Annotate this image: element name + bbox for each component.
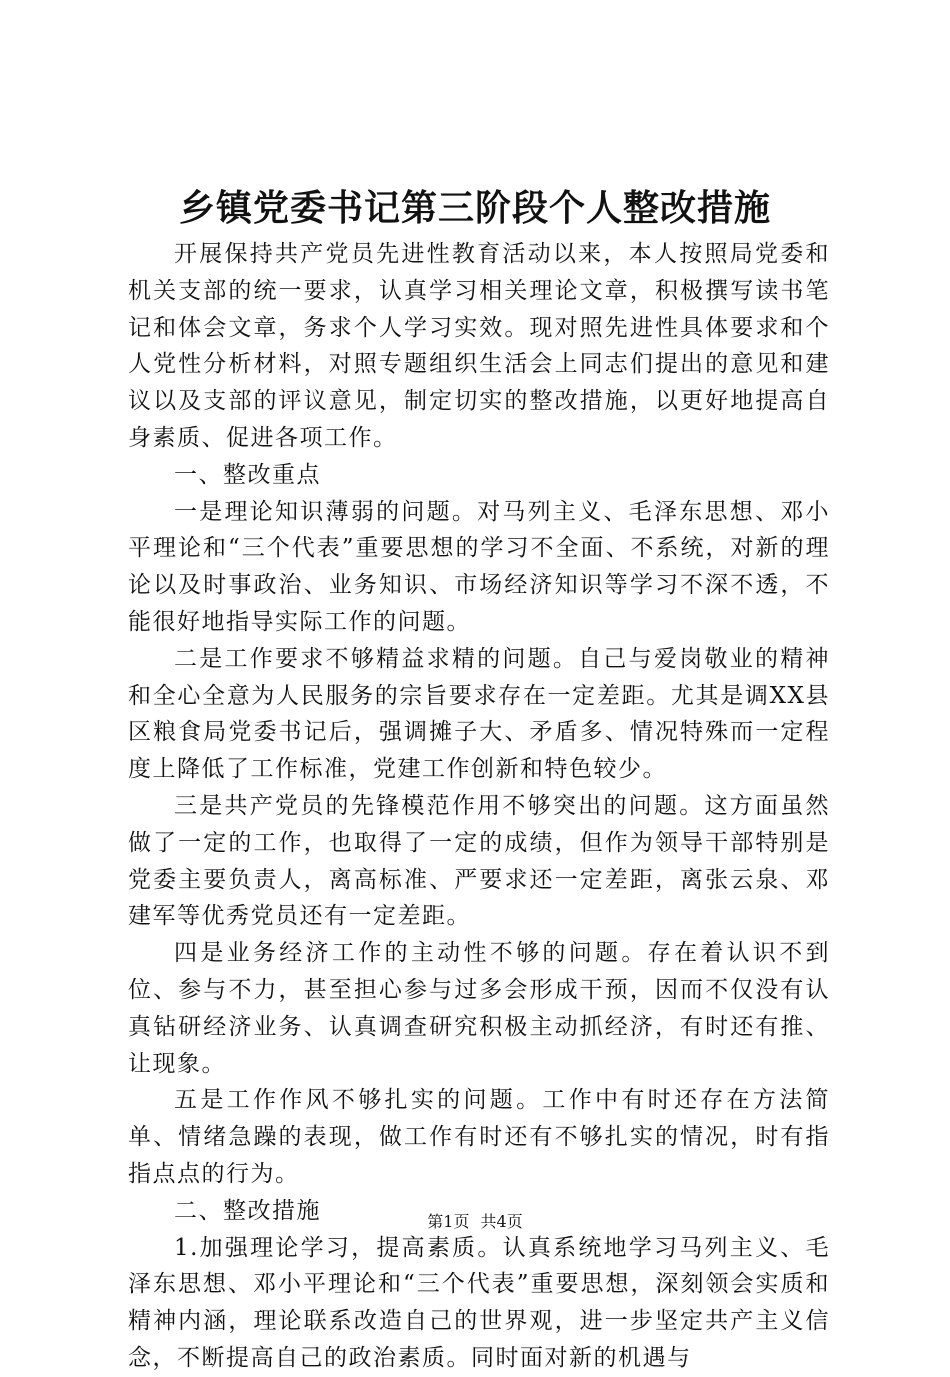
issue-paragraph-1: 一是理论知识薄弱的问题。对马列主义、毛泽东思想、邓小平理论和“三个代表”重要思想的学习不全面、不系统，对新的理论以及时事政治、业务知识、市场经济知识等学习不深不透，不能很好地指导实际工作的问题。 (128, 498, 830, 635)
section-heading-focus: 一、整改重点 (174, 461, 321, 488)
intro-paragraph: 开展保持共产党员先进性教育活动以来，本人按照局党委和机关支部的统一要求，认真学习相关理论文章，积极撰写读书笔记和体会文章，务求个人学习实效。现对照先进性具体要求和个人党性分析材料，对照专题组织生活会上同志们提出的意见和建议以及支部的评议意见，制定切实的整改措施，以更好地提高自身素质、促进各项工作。 (128, 241, 830, 451)
measure-paragraph-1: 1.加强理论学习，提高素质。认真系统地学习马列主义、毛泽东思想、邓小平理论和“三个代表”重要思想，深刻领会实质和精神内涵，理论联系改造自己的世界观，进一步坚定共产主义信念，不断提高自己的政治素质。同时面对新的机遇与 (128, 1234, 830, 1371)
page-footer (0, 1212, 950, 1232)
document-title: 乡镇党委书记第三阶段个人整改措施 (178, 187, 771, 229)
document-body (128, 236, 830, 1377)
section-heading-measures: 二、整改措施 (174, 1197, 321, 1224)
issue-paragraph-4: 四是业务经济工作的主动性不够的问题。存在着认识不到位、参与不力，甚至担心参与过多会形成干预，因而不仅没有认真钻研经济业务、认真调查研究积极主动抓经济，有时还有推、让现象。 (128, 940, 830, 1077)
issue-paragraph-5: 五是工作作风不够扎实的问题。工作中有时还存在方法简单、情绪急躁的表现，做工作有时还有不够扎实的情况，时有指指点点的行为。 (128, 1087, 830, 1187)
page-total: 共4页 (480, 1212, 523, 1231)
issue-paragraph-2: 二是工作要求不够精益求精的问题。自己与爱岗敬业的精神和全心全意为人民服务的宗旨要求存在一定差距。尤其是调XX县区粮食局党委书记后，强调摊子大、矛盾多、情况特殊而一定程度上降低了工作标准，党建工作创新和特色较少。 (128, 645, 830, 783)
page-number: 第1页 (427, 1212, 470, 1231)
issue-paragraph-3: 三是共产党员的先锋模范作用不够突出的问题。这方面虽然做了一定的工作，也取得了一定的成绩，但作为领导干部特别是党委主要负责人，离高标准、严要求还一定差距，离张云泉、邓建军等优秀党员还有一定差距。 (128, 792, 830, 930)
